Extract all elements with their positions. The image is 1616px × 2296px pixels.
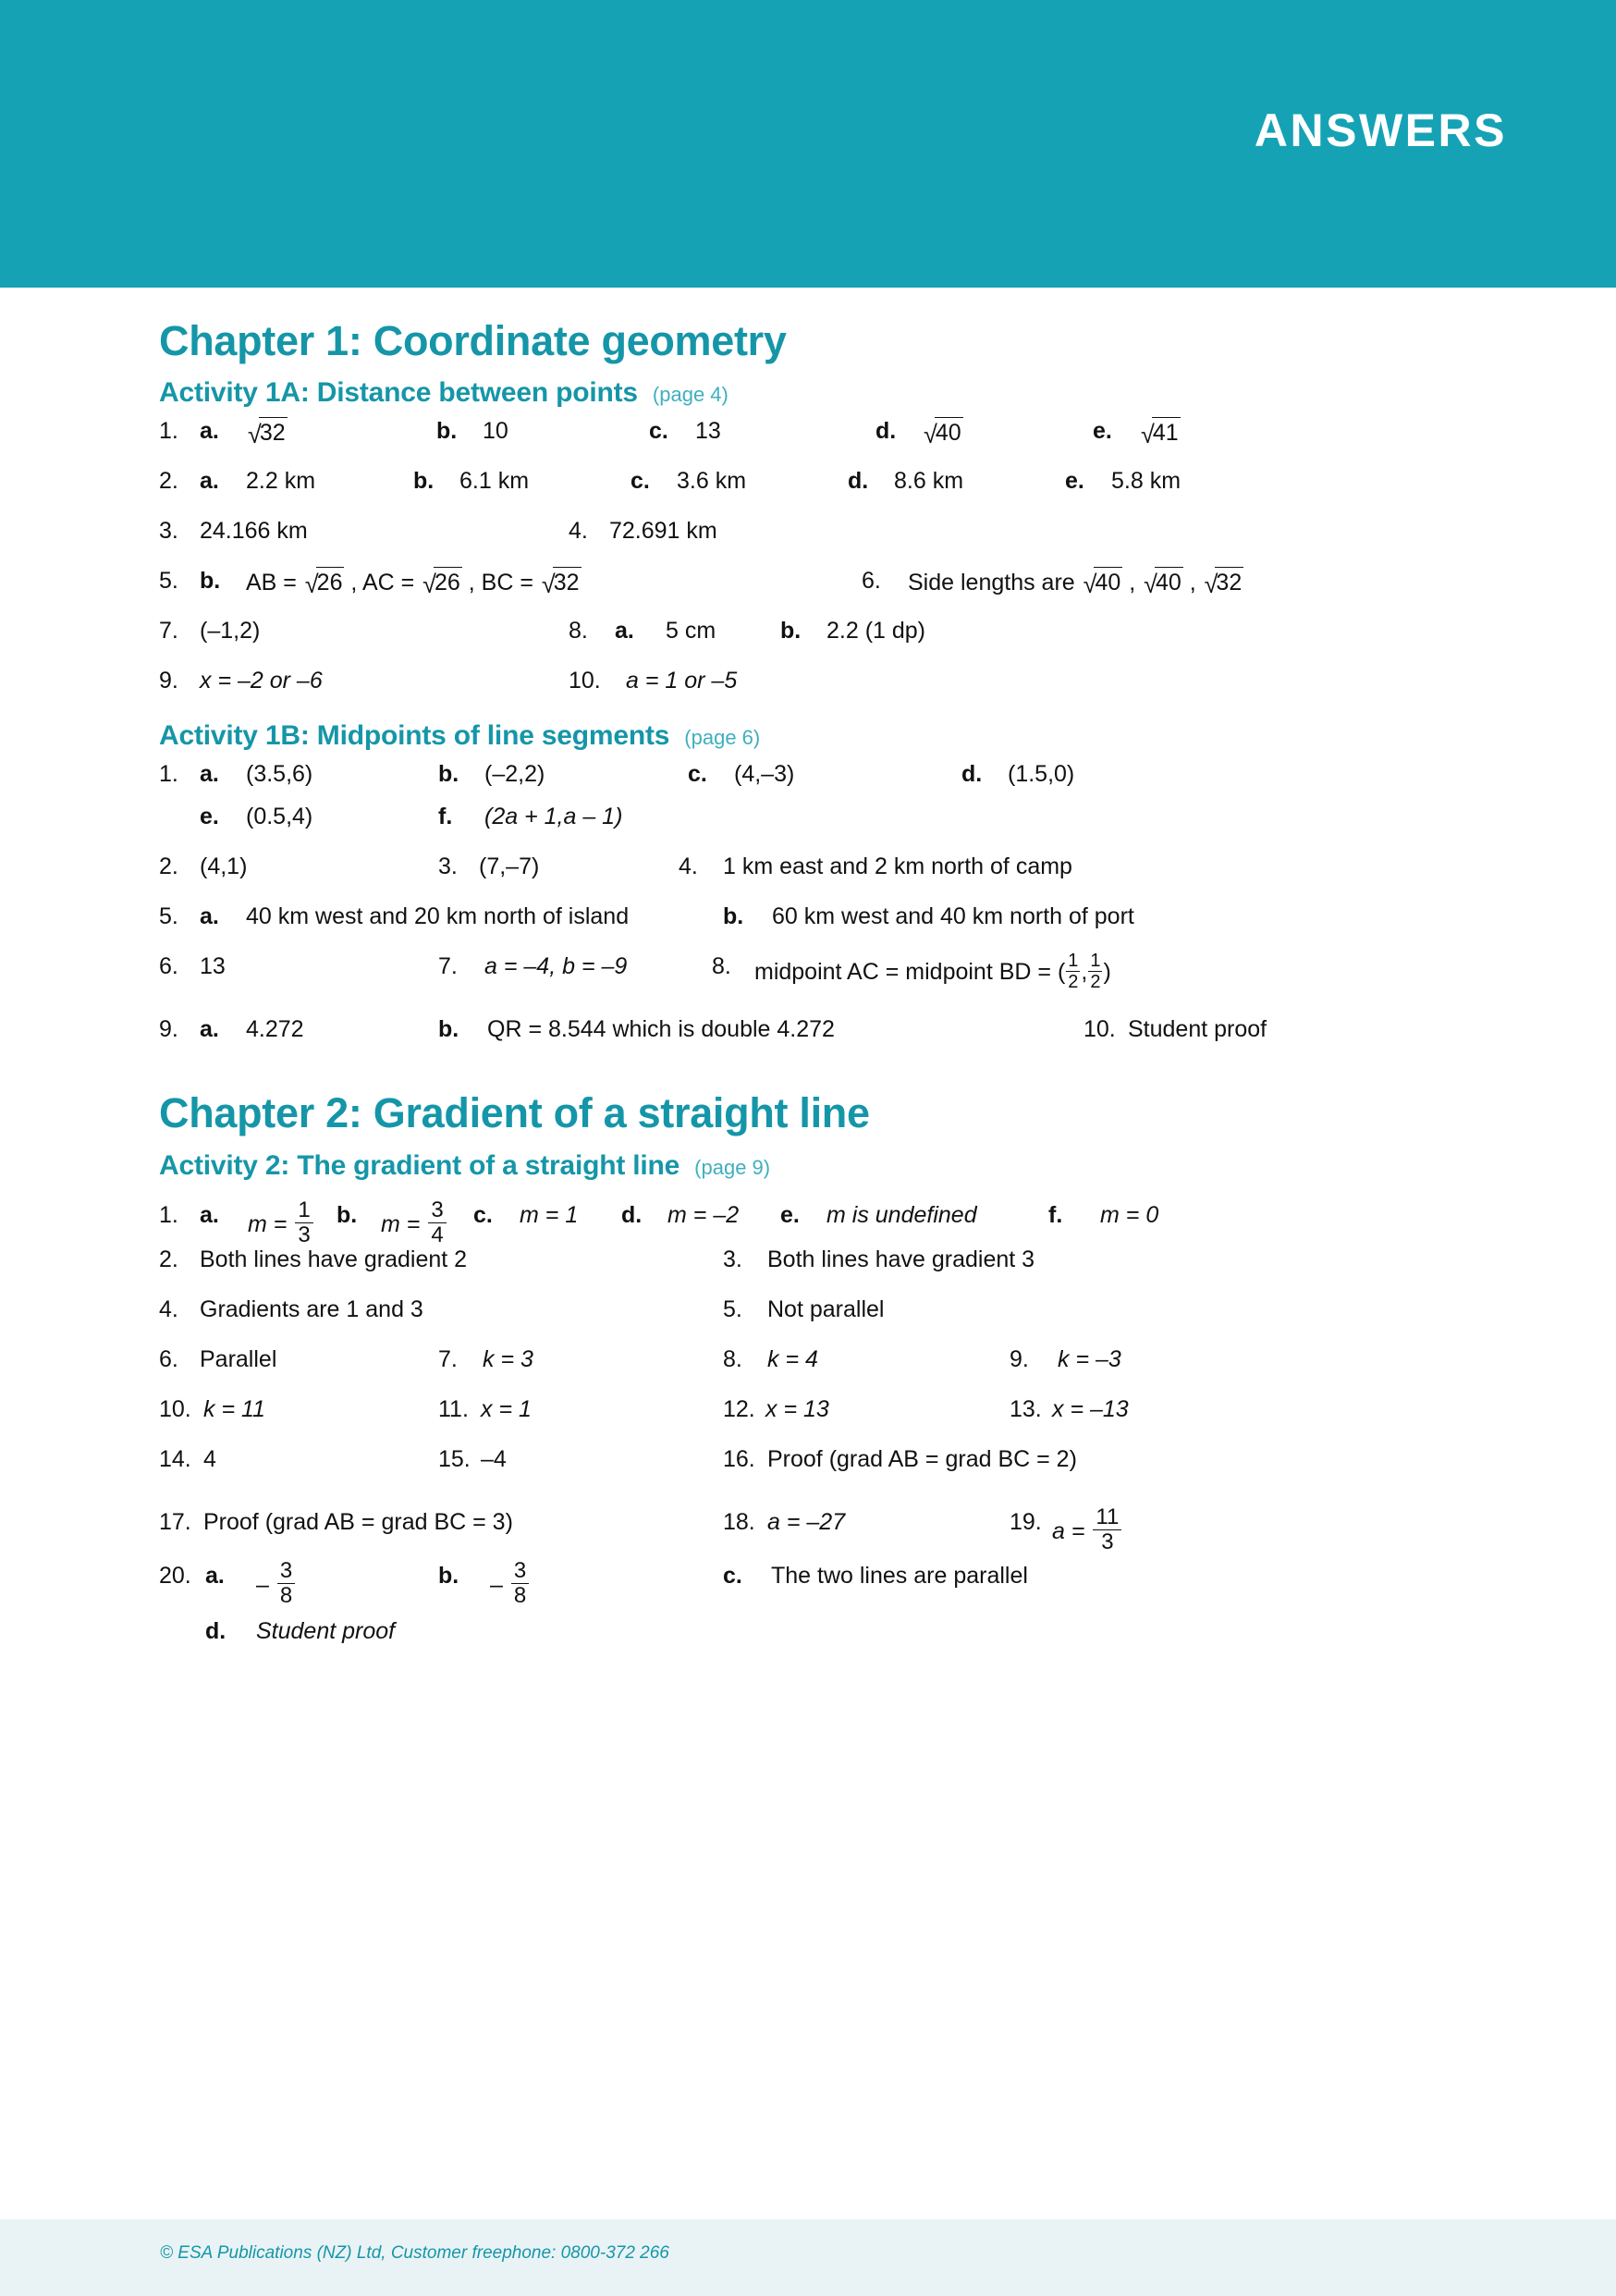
question-number: 4. [569,518,588,545]
activity-1b-name: Activity 1B: Midpoints of line segments [159,720,670,752]
answer-value: (0.5,4) [246,804,313,830]
radicand: 26 [316,567,345,597]
question-number: 10. [569,668,601,694]
part-label: d. [848,468,869,495]
radicand: 41 [1152,417,1181,448]
answer-text: m = [248,1210,294,1237]
answer-value: (–2,2) [484,761,545,788]
question-number: 5. [159,568,178,595]
answer-value: (4,–3) [734,761,795,788]
answer-text: – [256,1571,275,1598]
answer-text: a = [1052,1517,1092,1544]
question-number: 1. [159,761,178,788]
answer-value: k = –3 [1058,1345,1121,1372]
fraction-denominator: 3 [1093,1529,1121,1553]
question-number: 14. [159,1445,191,1472]
radicand: 40 [1094,567,1122,597]
question-number: 2. [159,1246,178,1272]
answer-row [159,417,1472,449]
answer-row [159,667,1472,694]
activity-1b-page-ref: (page 6) [684,726,761,750]
part-label: a. [615,618,634,645]
question-number: 11. [438,1395,469,1422]
answer-value: 4.272 [246,1016,304,1043]
fraction-numerator: 1 [1068,951,1079,972]
question-number: 1. [159,418,178,445]
question-number: 6. [862,568,881,595]
question-number: 8. [712,953,731,980]
answer-row [159,567,1472,599]
question-number: 18. [723,1508,755,1535]
part-label: d. [961,761,983,788]
answer-value: 1 km east and 2 km north of camp [723,853,1072,880]
part-label: c. [473,1201,493,1228]
radicand: 32 [1215,567,1243,597]
part-label: e. [1065,468,1084,495]
part-label: b. [438,1562,459,1589]
answer-value: 72.691 km [609,518,717,545]
answer-text: ) [1103,959,1111,986]
answer-row [159,760,1472,788]
answer-value: 10 [483,418,508,445]
answer-value: 2.2 (1 dp) [826,618,926,645]
question-number: 16. [723,1445,755,1472]
part-label: a. [200,1016,219,1043]
answer-row [159,1395,1472,1422]
part-label: b. [780,618,802,645]
answer-value: 4 [203,1445,216,1472]
part-label: b. [438,761,459,788]
answer-row [159,467,1472,495]
answer-text: Side lengths are [908,570,1082,596]
answer-value: k = 4 [767,1345,818,1372]
part-label: c. [688,761,707,788]
answer-value: x = –2 or –6 [200,668,323,694]
part-label: a. [200,468,219,495]
question-number: 20. [159,1562,191,1589]
radicand: 40 [935,417,963,448]
fraction-denominator: 4 [428,1222,446,1246]
answer-value: m = 1 [520,1201,579,1228]
answer-text: , [1182,570,1203,596]
part-label: e. [1093,418,1112,445]
fraction-denominator: 8 [511,1583,529,1607]
answer-value: Student proof [1128,1016,1267,1043]
answer-text: , [1122,570,1143,596]
answer-value: (1.5,0) [1008,761,1075,788]
question-number: 4. [159,1295,178,1322]
part-label: e. [200,804,219,830]
question-number: 3. [438,853,458,880]
answer-value: 60 km west and 40 km north of port [772,903,1134,930]
part-label: c. [649,418,668,445]
answer-row [159,902,1472,930]
radicand: 40 [1155,567,1183,597]
question-number: 15. [438,1445,471,1472]
question-number: 1. [159,1201,178,1228]
answer-value [256,1557,297,1609]
question-number: 7. [159,618,178,645]
answer-value: 5.8 km [1111,468,1181,495]
answer-value: Side lengths are √40 , √40 , √32 [908,567,1243,601]
answer-value: 24.166 km [200,518,308,545]
part-label: a. [200,1201,219,1228]
question-number: 12. [723,1395,755,1422]
answer-value: k = 11 [203,1395,265,1422]
answer-row [159,1445,1472,1472]
question-number: 10. [1083,1016,1116,1043]
part-label: c. [723,1562,742,1589]
answer-value: QR = 8.544 which is double 4.272 [487,1016,835,1043]
question-number: 13. [1010,1395,1042,1422]
question-number: 6. [159,953,178,980]
part-label: b. [436,418,458,445]
answer-value: √40 [922,417,963,451]
activity-1a-page-ref: (page 4) [652,383,728,407]
answer-value: m is undefined [826,1201,977,1228]
answer-row [159,1617,1472,1644]
answer-value: Gradients are 1 and 3 [200,1295,423,1322]
question-number: 7. [438,1345,458,1372]
answer-value: (4,1) [200,853,248,880]
part-label: b. [438,1016,459,1043]
question-number: 2. [159,468,178,495]
answer-text: , BC = [461,570,540,596]
answer-value: m = 0 [1100,1201,1159,1228]
part-label: b. [723,903,744,930]
question-number: 5. [159,903,178,930]
answer-value: 2.2 km [246,468,316,495]
answer-value: 5 cm [666,618,716,645]
answer-text: , [1081,959,1088,986]
answer-value: (–1,2) [200,618,261,645]
part-label: a. [200,418,219,445]
activity-1b-heading [159,720,1472,751]
answer-value: The two lines are parallel [771,1562,1028,1589]
answer-text: , AC = [344,570,422,596]
fraction-denominator: 3 [295,1222,312,1246]
chapter-2-title: Chapter 2: Gradient of a straight line [159,1089,870,1137]
question-number: 4. [679,853,698,880]
activity-1a-name: Activity 1A: Distance between points [159,377,638,409]
answer-value: x = 13 [765,1395,829,1422]
header-band [0,0,1616,288]
question-number: 19. [1010,1508,1042,1535]
fraction-numerator: 1 [298,1197,311,1222]
answer-value: 13 [695,418,721,445]
answer-value: k = 3 [483,1345,533,1372]
page-title: ANSWERS [1254,104,1507,156]
part-label: d. [205,1617,226,1644]
answer-row [159,1015,1472,1043]
part-label: d. [875,418,897,445]
answer-row [159,951,1472,993]
chapter-1-title: Chapter 1: Coordinate geometry [159,317,787,364]
answer-text: m = [381,1210,427,1237]
fraction-numerator: 3 [279,1557,293,1583]
answer-value [490,1557,531,1609]
answer-value: Student proof [256,1617,396,1644]
answer-value: m = –2 [667,1201,740,1228]
footer-band [0,2219,1616,2296]
copyright-text: © ESA Publications (NZ) Ltd, Customer freephone: 0800-372 266 [160,2243,669,2263]
question-number: 6. [159,1345,178,1372]
answer-value: 8.6 km [894,468,964,495]
answer-value: a = –4, b = –9 [484,953,628,980]
answer-value: Parallel [200,1345,277,1372]
answer-value: (7,–7) [479,853,540,880]
answer-value [381,1197,448,1248]
answer-row [159,1495,1472,1554]
fraction-numerator: 3 [431,1197,444,1222]
answer-row [159,853,1472,880]
answer-row [159,1190,1472,1247]
fraction-numerator: 3 [513,1557,527,1583]
activity-2-name: Activity 2: The gradient of a straight line [159,1149,680,1181]
part-label: f. [438,804,453,830]
answer-value: (2a + 1,a – 1) [484,804,623,830]
answer-row [159,803,1472,830]
fraction-denominator: 8 [277,1583,295,1607]
part-label: b. [337,1201,358,1228]
answer-value: Proof (grad AB = grad BC = 3) [203,1508,513,1535]
activity-2-heading [159,1150,1472,1181]
answer-value: (3.5,6) [246,761,313,788]
part-label: c. [630,468,650,495]
question-number: 3. [723,1246,742,1272]
answer-value: Both lines have gradient 2 [200,1246,468,1272]
part-label: d. [621,1201,643,1228]
answer-text: AB = [246,570,303,596]
radicand: 32 [259,417,288,448]
question-number: 7. [438,953,458,980]
part-label: a. [205,1562,225,1589]
answer-value: 3.6 km [677,468,747,495]
part-label: a. [200,903,219,930]
answer-value: √41 [1139,417,1181,451]
question-number: 8. [569,618,588,645]
radicand: 26 [434,567,462,597]
question-number: 9. [159,668,178,694]
answer-value [754,952,1111,992]
answer-row [159,1295,1472,1320]
fraction-numerator: 11 [1096,1504,1120,1529]
question-number: 9. [1010,1345,1029,1372]
answer-value: 13 [200,953,226,980]
activity-2-page-ref: (page 9) [694,1155,771,1179]
question-number: 17. [159,1508,191,1535]
question-number: 8. [723,1345,742,1372]
answer-row [159,617,1472,645]
answer-value: x = –13 [1052,1395,1129,1422]
answer-value: Both lines have gradient 3 [767,1246,1035,1272]
fraction-denominator: 2 [1068,972,1079,993]
part-label: e. [780,1201,800,1228]
answer-value: a = 1 or –5 [626,668,738,694]
answer-value: √32 [246,417,288,451]
answers-content [159,319,1472,1660]
part-label: b. [200,568,221,595]
question-number: 3. [159,518,178,545]
answer-value: Not parallel [767,1295,885,1322]
question-number: 5. [723,1295,742,1322]
answer-value: 40 km west and 20 km north of island [246,903,630,930]
answer-value: 6.1 km [459,468,530,495]
question-number: 2. [159,853,178,880]
question-number: 9. [159,1016,178,1043]
question-number: 10. [159,1395,191,1422]
answer-value [248,1197,315,1248]
part-label: f. [1048,1201,1063,1228]
answer-text: – [490,1571,509,1598]
part-label: b. [413,468,435,495]
answer-row [159,1345,1472,1372]
answer-value: AB = √26 , AC = √26 , BC = √32 [246,567,582,601]
answer-value: x = 1 [481,1395,532,1422]
fraction-denominator: 2 [1090,972,1101,993]
fraction-numerator: 1 [1090,951,1101,972]
answer-text: midpoint AC = midpoint BD = ( [754,959,1066,986]
answer-value: a = –27 [767,1508,846,1535]
answer-value: Proof (grad AB = grad BC = 2) [767,1445,1077,1472]
radicand: 32 [553,567,582,597]
answer-row [159,1549,1472,1608]
answer-row [159,1246,1472,1270]
activity-1a-heading [159,377,1472,408]
part-label: a. [200,761,219,788]
answer-value: –4 [481,1445,507,1472]
answer-row [159,517,1472,545]
